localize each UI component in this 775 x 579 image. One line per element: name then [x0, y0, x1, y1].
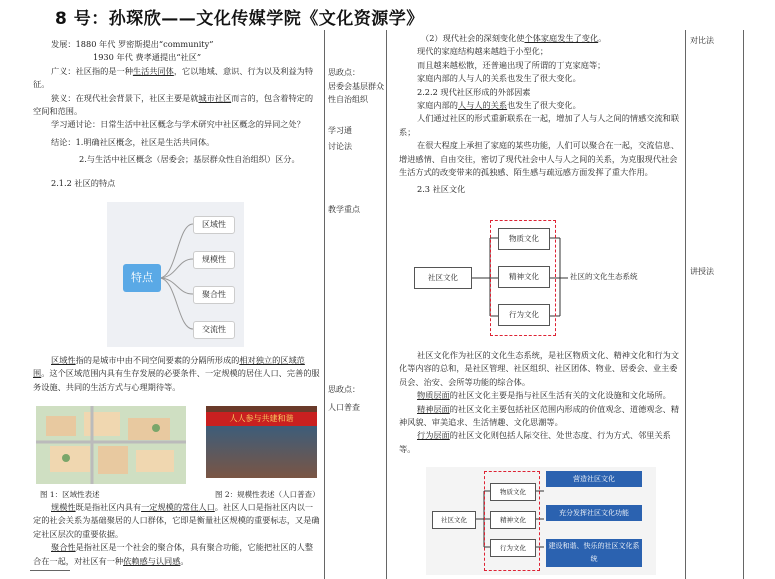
figure-caption-2: 图 2：规模性表述（人口普查）	[215, 490, 320, 499]
diagram2-goal: 建设和谐、快乐的社区文化系统	[546, 539, 642, 567]
diagram1-item: 行为文化	[498, 304, 550, 326]
community-culture-diagram	[410, 220, 670, 335]
census-photo	[206, 406, 317, 478]
note-residents-committee: 居委会基层群众性自治组织	[328, 82, 384, 104]
photo-banner: 人人参与共建和谐	[206, 412, 317, 426]
diagram2-item: 物质文化	[490, 483, 536, 501]
left-column	[33, 38, 321, 190]
mind-map-item: 规模性	[193, 251, 235, 269]
page-title: 8 号：孙琛欣——文化传媒学院《文化资源学》	[55, 9, 424, 29]
mind-map-item: 聚合性	[193, 286, 235, 304]
broad-definition: 广义：社区指的是一种生活共同体，它以地域、意识、行为以及利益为特征。	[33, 65, 314, 90]
column-divider	[685, 30, 686, 579]
note-ideology-2: 思政点：	[328, 385, 360, 394]
right-column-top: （2）现代社会的深刻变化使个体家庭发生了变化。 现代的家庭结构越来越趋于小型化； 而且越来越松散，还普遍出现了所谓的丁克家庭等； 家庭内部的人与人的关系也发生了很大变化。 2.2.2 现代社区形成的外部因素 家庭内部的人与人的关系也发生了很大变化。 人们通过社区的形式重新联系在一起，增加了人与人之间的情感交流和联系； 在很大程度上承担了家庭的某些功能，人们可以聚合在一起，交流信息、增进感情、自由交往，密切了现代社会中人与人之间的关系，为克服现代社会生活方式的改变带来的孤独感、陌生感与疏远感方面发挥了重大作用。 2.3 社区文化	[399, 33, 680, 195]
method-lecture: 讲授法	[690, 267, 714, 276]
features-mind-map	[107, 202, 244, 347]
diagram1-item: 精神文化	[498, 266, 550, 288]
mind-map-item: 区域性	[193, 216, 235, 234]
diagram2-goal: 营造社区文化	[546, 471, 642, 487]
column-divider	[324, 30, 325, 579]
diagram1-root: 社区文化	[414, 267, 472, 289]
conclusion-2: 2.与生活中社区概念（居委会；基层群众性自治组织）区分。	[79, 154, 300, 165]
method-comparison: 对比法	[690, 36, 714, 45]
community-culture-diagram-2	[426, 467, 656, 575]
figure-caption-1: 图 1：区域性表述	[40, 490, 100, 499]
conclusion-1: 结论：1.明确社区概念，社区是生活共同体。	[51, 136, 215, 147]
diagram2-goal: 充分发挥社区文化功能	[546, 505, 642, 521]
row-divider	[30, 570, 70, 571]
regionality-text: 区域性指的是城市中由不同空间要素的分隔所形成的相对独立的区域范围。这个区域范围内具有生存发展的必要条件、一定规模的居住人口、完善的服务设施、共同的生活方式与心理期待等。	[33, 355, 320, 392]
photo-crowd	[206, 426, 317, 478]
diagram2-item: 行为文化	[490, 539, 536, 557]
note-ideology-1: 思政点：	[328, 68, 360, 77]
dev-line-2: 1930 年代 费孝通提出“社区”	[93, 52, 202, 63]
community-map-image	[36, 406, 186, 484]
mind-map-item: 交流性	[193, 321, 235, 339]
discussion-question: 学习通讨论：日常生活中社区概念与学术研究中社区概念的异同之处？	[51, 119, 305, 130]
section-heading: 2.1.2 社区的特点	[51, 177, 116, 188]
right-column-bottom: 社区文化作为社区的文化生态系统，是社区物质文化、精神文化和行为文化等内容的总和，是社区管理、社区组织、社区团体、物业、居委会、业主委员会、治安、会所等功能的综合体。 物质层面的社区文化主要是指与社区生活有关的文化设施和文化场所。 精神层面的社区文化主要包括社区范围内形成的价值观念、道德观念、精神风貌、审美追求、生活情趣、文化思潮等。 行为层面的社区文化则包括人际交往、处世态度、行为方式、邻里关系等。	[399, 350, 680, 454]
map-illustration	[36, 406, 186, 484]
note-discussion-method: 讨论法	[328, 142, 352, 151]
note-census: 人口普查	[328, 403, 360, 412]
diagram2-root: 社区文化	[432, 511, 476, 529]
narrow-definition: 狭义：在现代社会背景下，社区主要是就城市社区而言的，包含着特定的空间和范围。	[33, 92, 314, 117]
mind-map-center: 特点	[123, 264, 161, 292]
column-divider	[386, 30, 387, 579]
diagram1-ecosystem-label: 社区的文化生态系统	[570, 272, 638, 281]
diagram2-item: 精神文化	[490, 511, 536, 529]
scale-aggregation-text: 规模性既是指社区内具有一定规模的常住人口。社区人口是指社区内以一定的社会关系为基础聚居的人口群体，它即是衡量社区规模的重要标志，又是确定社区层次的重要依据。 聚合性是指社区是一个社会的聚合体，具有聚合功能，它能把社区的人整合在一起，对社区有一种依赖感与认同感。	[33, 502, 320, 566]
note-learning-app: 学习通	[328, 126, 352, 135]
note-key-point: 教学重点	[328, 205, 360, 214]
dev-line-1: 发展：1880 年代 罗密斯提出“community”	[51, 39, 214, 49]
diagram1-item: 物质文化	[498, 228, 550, 250]
column-divider	[743, 30, 744, 579]
